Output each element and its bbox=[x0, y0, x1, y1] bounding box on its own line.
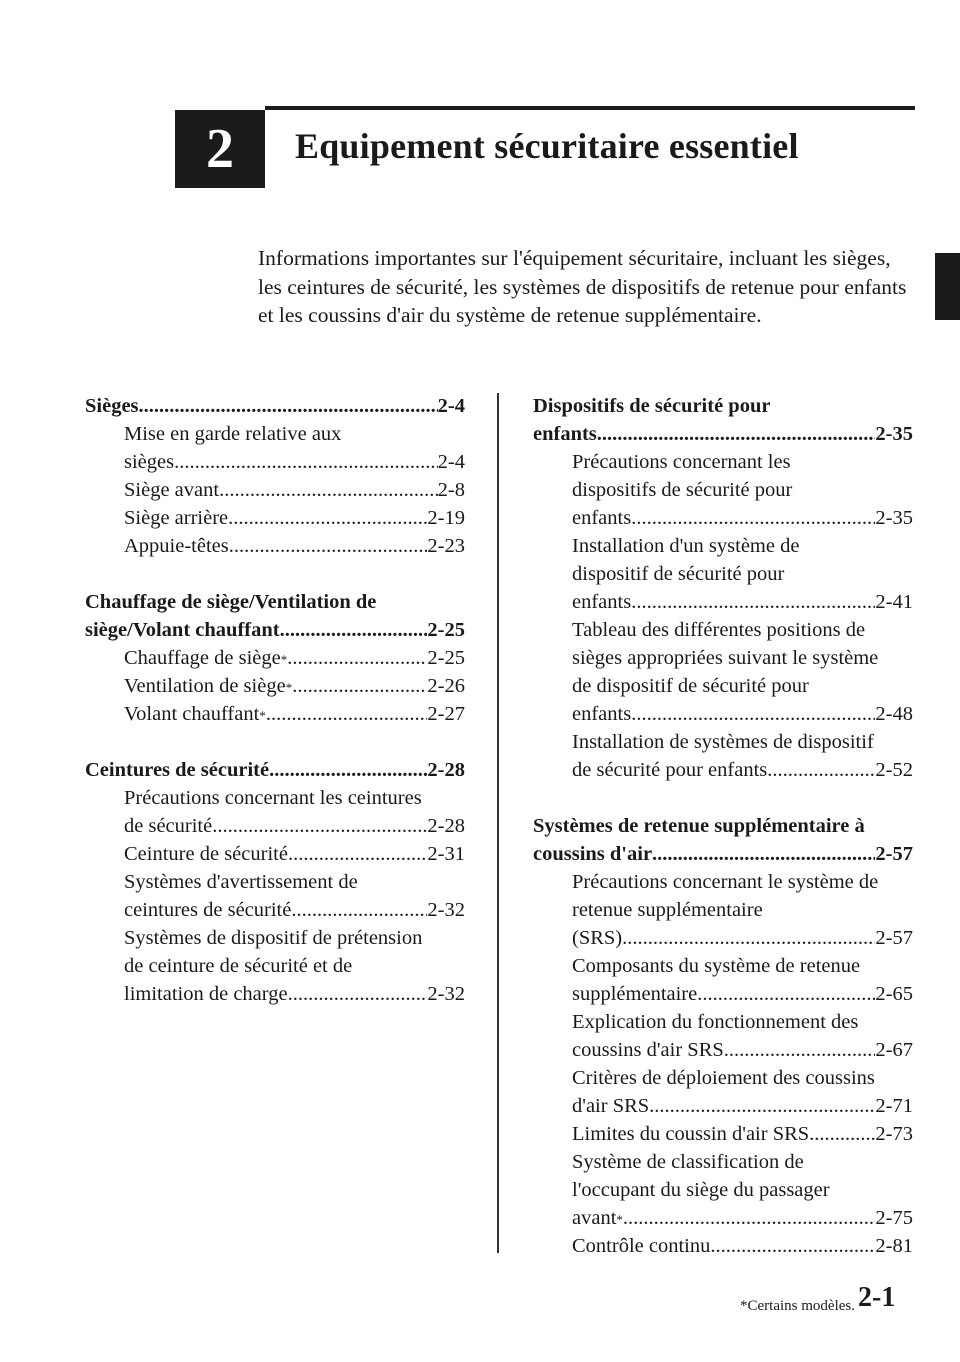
column-divider bbox=[497, 393, 499, 1253]
toc-entry-text: de sécurité bbox=[124, 815, 213, 837]
toc-item-link[interactable] bbox=[124, 896, 465, 924]
toc-section bbox=[533, 812, 913, 1260]
dot-leader bbox=[280, 616, 428, 644]
toc-item bbox=[533, 1120, 913, 1148]
dot-leader bbox=[139, 392, 438, 420]
toc-section-link[interactable] bbox=[85, 392, 465, 420]
toc-item-line: Système de classification de bbox=[572, 1151, 804, 1173]
toc-item-link[interactable] bbox=[124, 840, 465, 868]
toc-section-title-line: Chauffage de siège/Ventilation de bbox=[85, 591, 377, 613]
toc-item-link[interactable] bbox=[124, 812, 465, 840]
toc-item-line: Critères de déploiement des coussins bbox=[572, 1067, 875, 1089]
toc-item-link[interactable]: Volant chauffant * ..... 2-27 bbox=[124, 700, 465, 728]
toc-item bbox=[85, 672, 465, 700]
toc-item bbox=[533, 1008, 913, 1064]
toc-item-link[interactable] bbox=[124, 980, 465, 1008]
toc-item-link[interactable]: Chauffage de siège * ..... 2-25 bbox=[124, 644, 465, 672]
toc-item-line: dispositif de sécurité pour bbox=[572, 563, 785, 585]
toc-entry-text: de sécurité pour enfants bbox=[572, 759, 768, 781]
dot-leader bbox=[631, 588, 875, 616]
toc-entry-text: enfants bbox=[572, 703, 632, 725]
toc-item bbox=[85, 420, 465, 476]
toc-entry-text: Appuie-têtes bbox=[124, 535, 229, 557]
toc-page-number: 2-4 bbox=[437, 395, 465, 417]
dot-leader bbox=[287, 644, 427, 672]
toc-page-number: 2-31 bbox=[427, 843, 465, 865]
toc-section-link[interactable] bbox=[85, 616, 465, 644]
toc-item bbox=[85, 840, 465, 868]
toc-item-line: sièges appropriées suivant le système bbox=[572, 647, 879, 669]
chapter-side-tab bbox=[935, 253, 960, 320]
toc-section bbox=[533, 392, 913, 784]
toc-item-link[interactable] bbox=[124, 476, 465, 504]
toc-item bbox=[533, 868, 913, 952]
toc-item-link[interactable]: avant * ..... 2-75 bbox=[572, 1204, 913, 1232]
toc-entry-text: Ceinture de sécurité bbox=[124, 843, 288, 865]
dot-leader bbox=[292, 672, 427, 700]
chapter-intro: Informations importantes sur l'équipement sécuritaire, incluant les sièges, les ceintures de sécurité, les systèmes de dispositifs de retenue pour enfants et les coussins d'air du système de retenue supplémentaire. bbox=[258, 246, 907, 327]
toc-page-number: 2-35 bbox=[875, 507, 913, 529]
toc-entry-text: siège/Volant chauffant bbox=[85, 619, 280, 641]
chapter-title: Equipement sécuritaire essentiel bbox=[295, 126, 799, 166]
toc-item-link[interactable]: Ventilation de siège * ..... 2-26 bbox=[124, 672, 465, 700]
dot-leader bbox=[229, 532, 428, 560]
toc-section-title bbox=[85, 588, 465, 644]
toc-item-link[interactable] bbox=[124, 532, 465, 560]
toc-item-line: Systèmes d'avertissement de bbox=[124, 871, 358, 893]
toc-section bbox=[85, 588, 465, 728]
toc-section-title bbox=[533, 812, 913, 868]
toc-item bbox=[533, 728, 913, 784]
toc-entry-text: d'air SRS bbox=[572, 1095, 650, 1117]
toc-item-line: Installation d'un système de bbox=[572, 535, 800, 557]
toc-page-number: 2-57 bbox=[875, 843, 913, 865]
toc-item-link[interactable] bbox=[572, 504, 913, 532]
toc-item-line: Précautions concernant les bbox=[572, 451, 791, 473]
toc-item bbox=[85, 868, 465, 924]
toc-page-number: 2-23 bbox=[427, 535, 465, 557]
toc-page-number: 2-19 bbox=[427, 507, 465, 529]
toc-page-number: 2-32 bbox=[427, 983, 465, 1005]
dot-leader bbox=[710, 1232, 875, 1260]
toc-item-line: de ceinture de sécurité et de bbox=[124, 955, 353, 977]
toc-section-title-line: Dispositifs de sécurité pour bbox=[533, 395, 771, 417]
dot-leader bbox=[212, 812, 427, 840]
toc-item bbox=[533, 1232, 913, 1260]
toc-item bbox=[85, 924, 465, 1008]
toc-entry-text: Siège avant bbox=[124, 479, 220, 501]
toc-entry-text: enfants bbox=[533, 423, 597, 445]
page-number: 2-1 bbox=[858, 1282, 896, 1313]
dot-leader bbox=[269, 756, 427, 784]
toc-left-column bbox=[85, 392, 465, 1036]
toc-item-link[interactable] bbox=[572, 1232, 913, 1260]
toc-item bbox=[85, 784, 465, 840]
toc-item-link[interactable] bbox=[572, 700, 913, 728]
toc-entry-text: Volant chauffant bbox=[124, 703, 260, 725]
toc-item bbox=[85, 532, 465, 560]
toc-entry-text: coussins d'air bbox=[533, 843, 653, 865]
toc-item-link[interactable] bbox=[124, 448, 465, 476]
toc-item-line: l'occupant du siège du passager bbox=[572, 1179, 830, 1201]
chapter-number: 2 bbox=[206, 118, 234, 180]
toc-entry-text: supplémentaire bbox=[572, 983, 698, 1005]
toc-item-line: Explication du fonctionnement des bbox=[572, 1011, 859, 1033]
dot-leader bbox=[631, 504, 875, 532]
dot-leader bbox=[697, 980, 875, 1008]
toc-page-number: 2-8 bbox=[437, 479, 465, 501]
toc-item bbox=[533, 952, 913, 1008]
toc-page-number: 2-35 bbox=[875, 423, 913, 445]
toc-section-title-line: Systèmes de retenue supplémentaire à bbox=[533, 815, 865, 837]
toc-page-number: 2-25 bbox=[427, 619, 465, 641]
dot-leader bbox=[288, 980, 428, 1008]
toc-right-column bbox=[533, 392, 913, 1288]
toc-entry-text: limitation de charge bbox=[124, 983, 288, 1005]
toc-item bbox=[533, 1148, 913, 1232]
dot-leader bbox=[631, 700, 875, 728]
toc-entry-text: Siège arrière bbox=[124, 507, 229, 529]
toc-entry-text: Chauffage de siège bbox=[124, 647, 281, 669]
toc-item-line: Tableau des différentes positions de bbox=[572, 619, 866, 641]
toc-item-link[interactable] bbox=[572, 756, 913, 784]
toc-item bbox=[533, 1064, 913, 1120]
toc-entry-text: Ceintures de sécurité bbox=[85, 759, 270, 781]
toc-item bbox=[533, 448, 913, 532]
toc-entry-text: enfants bbox=[572, 591, 632, 613]
dot-leader bbox=[291, 896, 427, 924]
toc-item-line: de dispositif de sécurité pour bbox=[572, 675, 809, 697]
toc-page-number: 2-28 bbox=[427, 759, 465, 781]
toc-item bbox=[85, 700, 465, 728]
toc-entry-text: ceintures de sécurité bbox=[124, 899, 292, 921]
toc-entry-text: Ventilation de siège bbox=[124, 675, 286, 697]
toc-item bbox=[85, 504, 465, 532]
toc-page-number: 2-75 bbox=[875, 1207, 913, 1229]
toc-section bbox=[85, 756, 465, 1008]
toc-section-title bbox=[85, 756, 465, 784]
dot-leader bbox=[219, 476, 438, 504]
dot-leader bbox=[767, 756, 875, 784]
toc-page-number: 2-32 bbox=[427, 899, 465, 921]
toc-item-line: Précautions concernant les ceintures bbox=[124, 787, 422, 809]
footnote: *Certains modèles. bbox=[740, 1298, 855, 1314]
toc-entry-text: (SRS) bbox=[572, 927, 623, 949]
dot-leader bbox=[724, 1036, 876, 1064]
toc-item-link[interactable] bbox=[572, 1120, 913, 1148]
toc-item-link[interactable] bbox=[572, 1092, 913, 1120]
toc-page-number: 2-73 bbox=[875, 1123, 913, 1145]
toc-entry-text: coussins d'air SRS bbox=[572, 1039, 724, 1061]
toc-section-title bbox=[533, 392, 913, 448]
toc-page-number: 2-41 bbox=[875, 591, 913, 613]
toc-entry-text: enfants bbox=[572, 507, 632, 529]
toc-item-line: Installation de systèmes de dispositif bbox=[572, 731, 874, 753]
toc-page-number: 2-71 bbox=[875, 1095, 913, 1117]
toc-item-line: Composants du système de retenue bbox=[572, 955, 861, 977]
dot-leader bbox=[809, 1120, 875, 1148]
toc-item bbox=[85, 476, 465, 504]
toc-section-title bbox=[85, 392, 465, 420]
toc-entry-text: Sièges bbox=[85, 395, 139, 417]
toc-page-number: 2-26 bbox=[427, 675, 465, 697]
chapter-rule bbox=[265, 106, 915, 110]
toc-page-number: 2-67 bbox=[875, 1039, 913, 1061]
toc-entry-text: Limites du coussin d'air SRS bbox=[572, 1123, 810, 1145]
dot-leader bbox=[623, 1204, 876, 1232]
toc-item-link[interactable] bbox=[572, 980, 913, 1008]
dot-leader bbox=[266, 700, 428, 728]
toc-item-line: Systèmes de dispositif de prétension bbox=[124, 927, 423, 949]
toc-item-line: retenue supplémentaire bbox=[572, 899, 763, 921]
toc-page-number: 2-27 bbox=[427, 703, 465, 725]
toc-page-number: 2-25 bbox=[427, 647, 465, 669]
dot-leader bbox=[622, 924, 875, 952]
toc-item bbox=[85, 644, 465, 672]
dot-leader bbox=[652, 840, 875, 868]
toc-item-link[interactable] bbox=[572, 588, 913, 616]
dot-leader bbox=[174, 448, 438, 476]
toc-page-number: 2-48 bbox=[875, 703, 913, 725]
toc-page-number: 2-65 bbox=[875, 983, 913, 1005]
toc-item bbox=[533, 532, 913, 616]
toc-item-line: Mise en garde relative aux bbox=[124, 423, 342, 445]
toc-item bbox=[533, 616, 913, 728]
toc-entry-text: sièges bbox=[124, 451, 175, 473]
toc-section-link[interactable] bbox=[533, 840, 913, 868]
toc-item-link[interactable] bbox=[124, 504, 465, 532]
toc-page-number: 2-52 bbox=[875, 759, 913, 781]
dot-leader bbox=[649, 1092, 875, 1120]
toc-item-link[interactable] bbox=[572, 1036, 913, 1064]
chapter-number-box bbox=[175, 110, 265, 188]
toc-page-number: 2-81 bbox=[875, 1235, 913, 1257]
toc-section-link[interactable] bbox=[85, 756, 465, 784]
toc-item-link[interactable] bbox=[572, 924, 913, 952]
toc-page-number: 2-4 bbox=[437, 451, 465, 473]
toc-section bbox=[85, 392, 465, 560]
dot-leader bbox=[288, 840, 427, 868]
toc-item-line: Précautions concernant le système de bbox=[572, 871, 879, 893]
toc-item-line: dispositifs de sécurité pour bbox=[572, 479, 793, 501]
dot-leader bbox=[597, 420, 876, 448]
toc-page-number: 2-28 bbox=[427, 815, 465, 837]
toc-entry-text: Contrôle continu bbox=[572, 1235, 711, 1257]
toc-section-link[interactable] bbox=[533, 420, 913, 448]
toc-page-number: 2-57 bbox=[875, 927, 913, 949]
toc-entry-text: avant bbox=[572, 1207, 617, 1229]
dot-leader bbox=[228, 504, 427, 532]
